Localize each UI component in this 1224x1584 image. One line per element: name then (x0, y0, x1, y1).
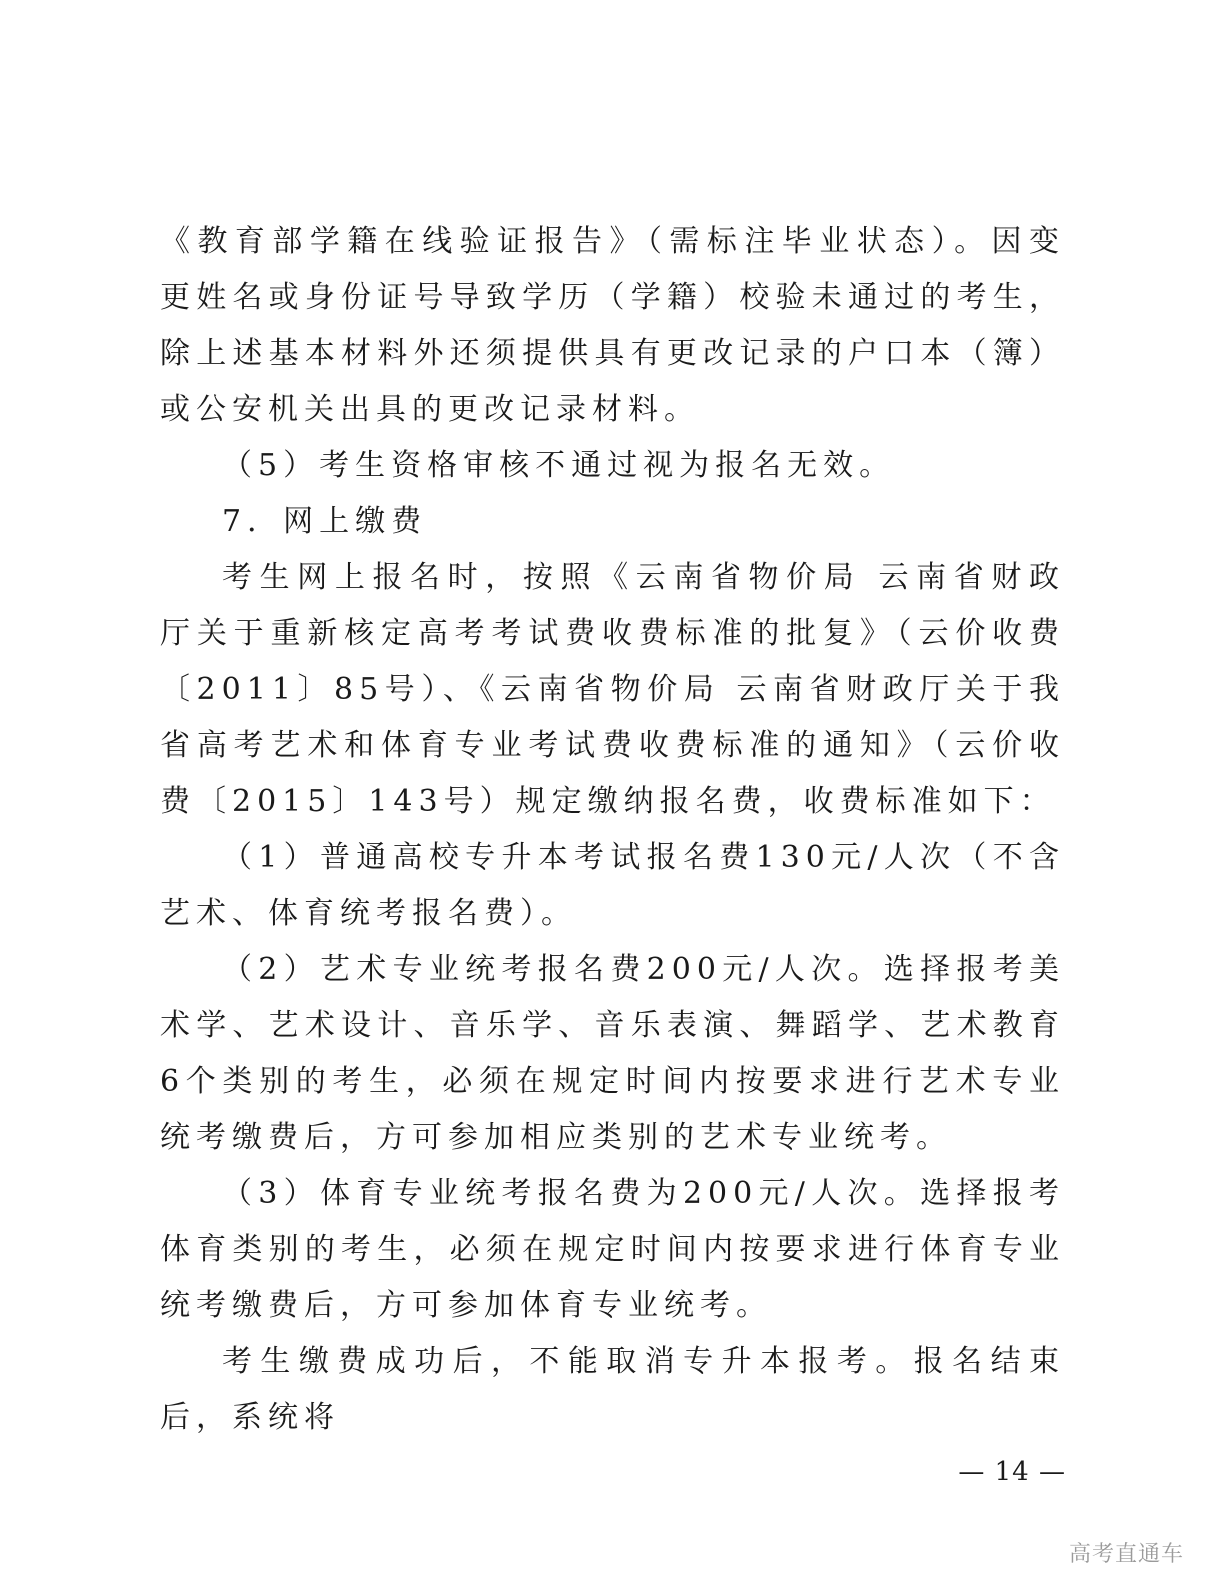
paragraph-fee-standards: 考生网上报名时，按照《云南省物价局 云南省财政厅关于重新核定高考考试费收费标准的批复》（云价收费〔2011〕85号）、《云南省物价局 云南省财政厅关于我省高考艺术和体育专业考试费收费标准的通知》（云价收费〔2015〕143号）规定缴纳报名费，收费标准如下： (160, 560, 1065, 819)
paragraph-after-payment: 考生缴费成功后，不能取消专升本报考。报名结束后，系统将 (160, 1344, 1065, 1435)
paragraph-verification-materials: 《教育部学籍在线验证报告》（需标注毕业状态）。因变更姓名或身份证号导致学历（学籍）校验未通过的考生，除上述基本材料外还须提供具有更改记录的户口本（簿）或公安机关出具的更改记录材料。 (160, 224, 1065, 427)
watermark: 高考直通车 (1068, 1542, 1184, 1567)
paragraph-art-fee: （2）艺术专业统考报名费200元/人次。选择报考美术学、艺术设计、音乐学、音乐表演、舞蹈学、艺术教育6个类别的考生，必须在规定时间内按要求进行艺术专业统考缴费后，方可参加相应类别的艺术专业统考。 (160, 952, 1065, 1155)
paragraph-regular-fee: （1）普通高校专升本考试报名费130元/人次（不含艺术、体育统考报名费）。 (160, 840, 1065, 931)
paragraph-qualification-review: （5）考生资格审核不通过视为报名无效。 (222, 448, 896, 483)
paragraph-sports-fee: （3）体育专业统考报名费为200元/人次。选择报考体育类别的考生，必须在规定时间内按要求进行体育专业统考缴费后，方可参加体育专业统考。 (160, 1176, 1065, 1323)
page-number: — 14 — (958, 1457, 1066, 1487)
document-body (160, 214, 1065, 1446)
section-heading-online-payment: 7．网上缴费 (222, 504, 428, 539)
